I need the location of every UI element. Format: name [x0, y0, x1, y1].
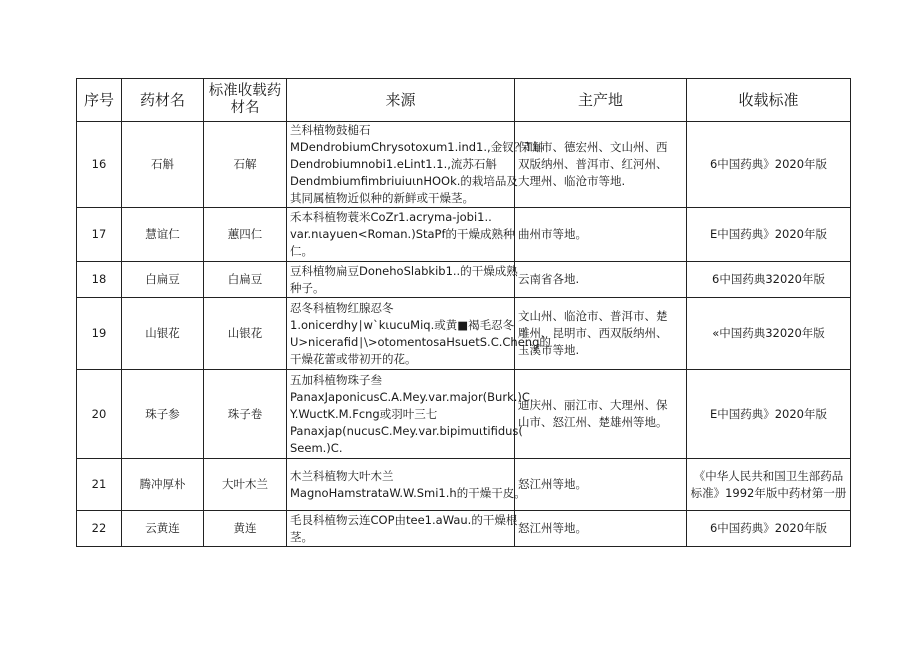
- row-standard: 6中国药典》2020年版: [687, 511, 851, 547]
- row-name: 慧谊仁: [122, 208, 204, 262]
- source-line: 禾本科植物蓑米CoZr1.acryma-jobi1..: [290, 210, 492, 224]
- source-line: 毛艮科植物云连COP由tee1.aWau.的干燥根: [290, 512, 518, 527]
- source-line: Y.WuctK.M.Fcng或羽叶三七: [290, 406, 438, 421]
- row-name: 珠子参: [122, 370, 204, 459]
- row-no: 20: [77, 370, 122, 459]
- source-line: 干燥花蕾或带初开的花。: [290, 351, 417, 366]
- source-line: Dendrobiumnobi1.eLint1.1.,流苏石斛: [290, 157, 497, 171]
- table-row: [77, 298, 851, 370]
- row-source: [287, 459, 526, 511]
- table-row: [77, 370, 851, 459]
- row-origin: [515, 459, 687, 511]
- origin-line: 雕州、昆明市、西双版纳州、: [518, 326, 668, 340]
- row-name: 云黄连: [122, 511, 204, 547]
- row-source: [287, 511, 518, 547]
- origin-line: 玉溪市等地.: [518, 343, 580, 357]
- row-name: 腾冲厚朴: [122, 459, 204, 511]
- source-line: Panaxjap(nucusC.Mey.var.bipimuιtifidus(: [290, 423, 523, 438]
- row-name: 白扁豆: [122, 262, 204, 298]
- row-origin: [515, 370, 687, 459]
- row-std-name: 珠子卷: [204, 370, 287, 459]
- row-standard: [687, 459, 851, 511]
- row-std-name: 山银花: [204, 298, 287, 370]
- row-standard: E中国药典》2020年版: [687, 208, 851, 262]
- row-no: 18: [77, 262, 122, 298]
- row-origin: [515, 262, 687, 298]
- source-line: var.nιayuen<Roman.)StaPf的干燥成熟种: [290, 227, 515, 241]
- row-std-name: 蕙四仁: [204, 208, 287, 262]
- row-std-name: 石解: [204, 122, 287, 208]
- row-no: 19: [77, 298, 122, 370]
- row-name: 山银花: [122, 298, 204, 370]
- source-line: 豆科植物扁豆DonehoSlabkib1..的干燥成熟: [290, 263, 518, 278]
- table-row: [77, 208, 851, 262]
- row-origin: [515, 208, 687, 262]
- row-standard: «中国药典32020年版: [687, 298, 851, 370]
- source-line: 兰科植物鼓槌石: [290, 123, 371, 137]
- source-line: 木兰科植物大叶木兰: [290, 468, 394, 483]
- herb-standards-table: [76, 78, 851, 547]
- source-line: 仁。: [290, 244, 313, 258]
- row-source: [287, 122, 544, 208]
- header-origin: 主产地: [515, 79, 687, 122]
- header-standard: 收载标准: [687, 79, 851, 122]
- source-line: MDendrobiumChrysotoxum1.ind1.,金钗？T斛: [290, 140, 544, 154]
- header-name: 药材名: [122, 79, 204, 122]
- table-row: [77, 262, 851, 298]
- standard-line: 《中华人民共和国卫生部药品: [693, 468, 844, 483]
- source-line: Seem.)C.: [290, 440, 343, 455]
- row-name: 石斛: [122, 122, 204, 208]
- source-line: U>nicerafid∣\>otomentosaHsuetS.C.Cheng的: [290, 334, 551, 349]
- row-source: [287, 370, 534, 459]
- header-std-name: [204, 79, 287, 122]
- row-no: 21: [77, 459, 122, 511]
- row-source: [287, 208, 515, 262]
- row-std-name: 大叶木兰: [204, 459, 287, 511]
- source-line: 其同属植物近似种的新鲜或干燥茎。: [290, 191, 474, 205]
- origin-line: 怒江州等地。: [518, 477, 587, 491]
- header-no: 序号: [77, 79, 122, 122]
- source-line: PanaxJaponicusC.A.Mey.var.major(Burk.)C.: [290, 389, 534, 404]
- origin-line: 云南省各地.: [518, 272, 580, 286]
- row-standard: 6中国药典32020年版: [687, 262, 851, 298]
- origin-line: 文山州、临沧市、普洱市、楚: [518, 309, 668, 323]
- header-source: 来源: [287, 79, 515, 122]
- source-line: 五加科植物珠子叁: [290, 372, 382, 387]
- origin-line: 迪庆州、丽江市、大理州、保: [518, 398, 668, 412]
- origin-line: 双版纳州、普洱市、红河州、: [518, 157, 668, 171]
- origin-line: 怒江州等地。: [518, 521, 587, 535]
- source-line: DendmbiumfimbriuiuιnHOOk.的栽培品及: [290, 174, 518, 188]
- row-std-name: 黄连: [204, 511, 287, 547]
- row-no: 16: [77, 122, 122, 208]
- row-no: 22: [77, 511, 122, 547]
- source-line: 忍冬科植物红腺忍冬: [290, 300, 394, 315]
- source-line: 种子。: [290, 280, 325, 295]
- source-line: 1.onicerdhy∣w`kιucuMiq.或黄■褐毛忍冬: [290, 317, 515, 332]
- row-origin: [515, 298, 687, 370]
- table-row: [77, 511, 851, 547]
- row-no: 17: [77, 208, 122, 262]
- table-row: [77, 122, 851, 208]
- header-row: [77, 79, 851, 122]
- origin-line: 保山市、德宏州、文山州、西: [518, 140, 668, 154]
- row-source: [287, 262, 518, 298]
- row-standard: 6中国药典》2020年版: [687, 122, 851, 208]
- origin-line: 大理州、临沧市等地.: [518, 174, 626, 188]
- source-line: 茎。: [290, 529, 313, 544]
- source-line: MagnoHamstrataW.W.Smi1.h的干燥干皮。: [290, 485, 526, 500]
- row-origin: [515, 122, 687, 208]
- row-standard: E中国药典》2020年版: [687, 370, 851, 459]
- header-std-name-text: 标准收载药材名: [208, 83, 282, 116]
- table-row: [77, 459, 851, 511]
- standard-line: 标准》1992年版中药材第一册: [690, 485, 847, 500]
- row-std-name: 白扁豆: [204, 262, 287, 298]
- row-origin: [515, 511, 687, 547]
- origin-line: 山市、怒江州、楚雄州等地。: [518, 415, 668, 429]
- origin-line: 曲州市等地。: [518, 227, 587, 241]
